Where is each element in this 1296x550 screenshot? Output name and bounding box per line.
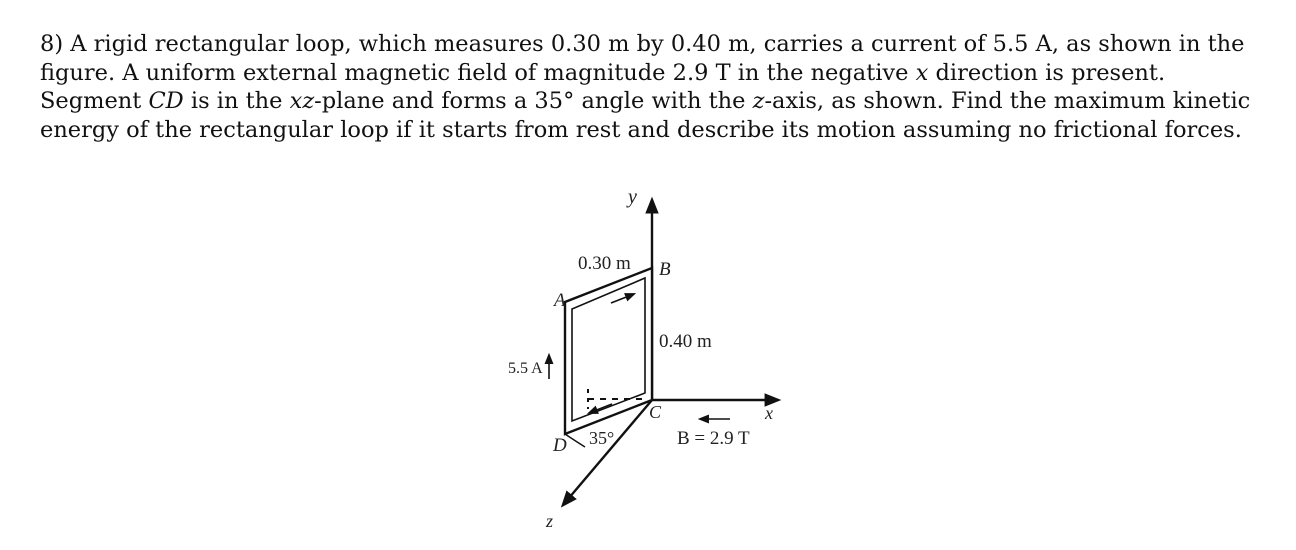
label-z-axis: z xyxy=(546,511,554,531)
label-height: 0.40 m xyxy=(659,331,712,352)
var-z: z xyxy=(752,88,765,114)
var-xz: xz xyxy=(289,88,315,114)
loop-figure xyxy=(490,175,820,550)
problem-number: 8) xyxy=(40,31,64,57)
label-y-axis: y xyxy=(628,186,637,208)
label-current: 5.5 A xyxy=(508,360,543,377)
problem-text-part-1: A rigid rectangular loop, which measures 0.30 m by 0.40 m, carries a current of 5.5 A, as shown in the figure. A uniform external magnetic field of magnitude 2.9 T in the negative xyxy=(40,31,1245,86)
label-point-b: B xyxy=(659,259,671,280)
var-x: x xyxy=(915,59,929,86)
problem-text-part-4: -plane and forms a 35° angle with the xyxy=(314,88,753,114)
label-point-c: C xyxy=(649,402,662,422)
label-x-axis: x xyxy=(765,403,773,423)
problem-text-part-5: -axis, as shown. Find the maximum kinetic energy of the rectangular loop if it starts from rest and describe its motion assuming no frictional forces. xyxy=(40,88,1251,143)
problem-text-part-2: direction is present. Segment xyxy=(40,59,1166,114)
problem-text-part-3: is in the xyxy=(183,88,290,114)
label-width: 0.30 m xyxy=(578,253,631,274)
label-point-a: A xyxy=(554,290,566,311)
label-angle: 35° xyxy=(589,428,615,448)
label-field: B = 2.9 T xyxy=(677,428,750,449)
var-cd: CD xyxy=(148,88,184,114)
angle-arc xyxy=(565,434,585,447)
problem-statement xyxy=(40,30,1270,144)
label-point-d: D xyxy=(553,435,567,456)
